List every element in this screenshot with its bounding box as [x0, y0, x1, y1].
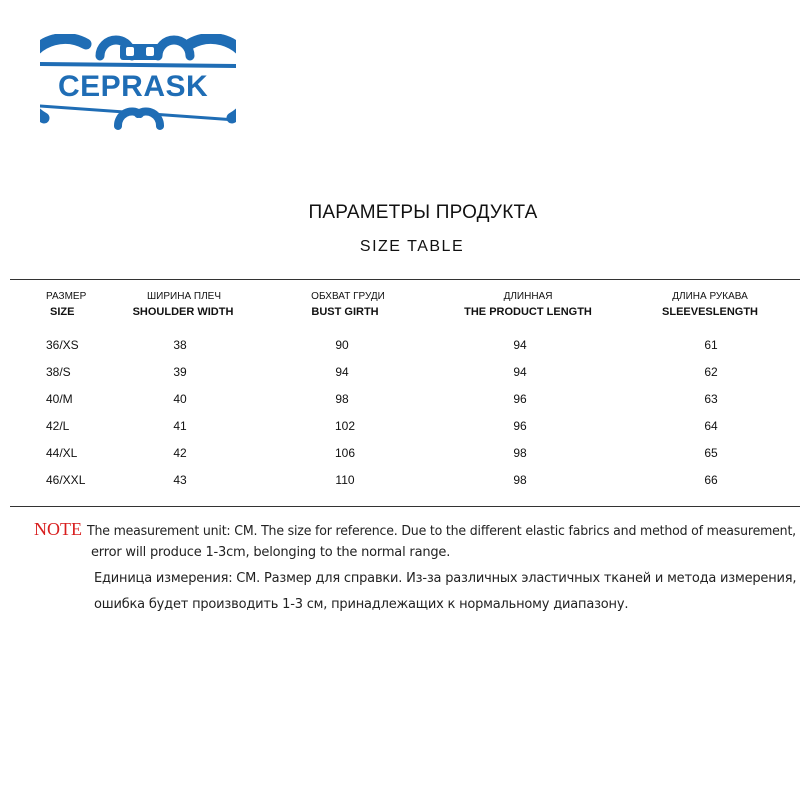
cell-length: 96	[513, 419, 527, 433]
page-title: ПАРАМЕТРЫ ПРОДУКТА	[308, 202, 538, 223]
table-top-divider	[10, 279, 800, 280]
header-sleeve-ru: ДЛИНА РУКАВА	[672, 291, 748, 302]
cell-sleeve: 61	[704, 338, 718, 352]
table-bottom-divider	[10, 506, 800, 507]
cell-shoulder: 43	[173, 473, 187, 487]
header-bust-ru: ОБХВАТ ГРУДИ	[311, 291, 385, 302]
cell-size: 46/XXL	[46, 473, 86, 487]
note-ru-line-1: Единица измерения: CM. Размер для справки. Из-за различных эластичных тканей и метода измерения,	[94, 571, 797, 586]
header-length-ru: ДЛИННАЯ	[503, 291, 553, 302]
cell-size: 38/S	[46, 365, 71, 379]
cell-length: 98	[513, 473, 527, 487]
cell-length: 98	[513, 446, 527, 460]
header-sleeve-en: SLEEVESLENGTH	[662, 306, 758, 318]
cell-bust: 98	[335, 392, 349, 406]
cell-shoulder: 40	[173, 392, 187, 406]
cell-shoulder: 38	[173, 338, 187, 352]
cell-bust: 90	[335, 338, 349, 352]
cell-length: 94	[513, 365, 527, 379]
cell-sleeve: 63	[704, 392, 718, 406]
cell-bust: 102	[334, 419, 356, 433]
brand-logo	[40, 34, 236, 130]
cell-bust: 106	[334, 446, 356, 460]
cell-sleeve: 65	[704, 446, 718, 460]
cell-bust: 94	[335, 365, 349, 379]
cell-length: 96	[513, 392, 527, 406]
cell-sleeve: 64	[704, 419, 718, 433]
cell-sleeve: 66	[704, 473, 718, 487]
cell-bust: 110	[335, 473, 355, 487]
cell-shoulder: 41	[173, 419, 187, 433]
header-size-en: SIZE	[50, 306, 75, 318]
cell-shoulder: 39	[173, 365, 187, 379]
brand-name: CEPRASK	[58, 70, 209, 103]
header-shoulder-en: SHOULDER WIDTH	[132, 306, 234, 318]
cell-size: 36/XS	[46, 338, 79, 352]
cell-shoulder: 42	[173, 446, 187, 460]
page-subtitle: SIZE TABLE	[359, 238, 465, 255]
cell-size: 40/M	[46, 392, 73, 406]
header-shoulder-ru: ШИРИНА ПЛЕЧ	[147, 291, 221, 302]
note-ru-line-2: ошибка будет производить 1-3 см, принадлежащих к нормальному диапазону.	[94, 597, 629, 612]
note-label: NOTE	[34, 519, 82, 539]
note-en-line-1: The measurement unit: CM. The size for reference. Due to the different elastic fabrics and method of measurement,	[87, 524, 796, 539]
header-size-ru: РАЗМЕР	[46, 291, 87, 302]
note-en-line-2: error will produce 1-3cm, belonging to the normal range.	[91, 545, 451, 560]
cell-sleeve: 62	[704, 365, 718, 379]
cell-size: 44/XL	[46, 446, 78, 460]
header-length-en: THE PRODUCT LENGTH	[464, 306, 592, 318]
header-bust-en: BUST GIRTH	[311, 306, 379, 318]
cell-size: 42/L	[46, 419, 70, 433]
cell-length: 94	[513, 338, 527, 352]
